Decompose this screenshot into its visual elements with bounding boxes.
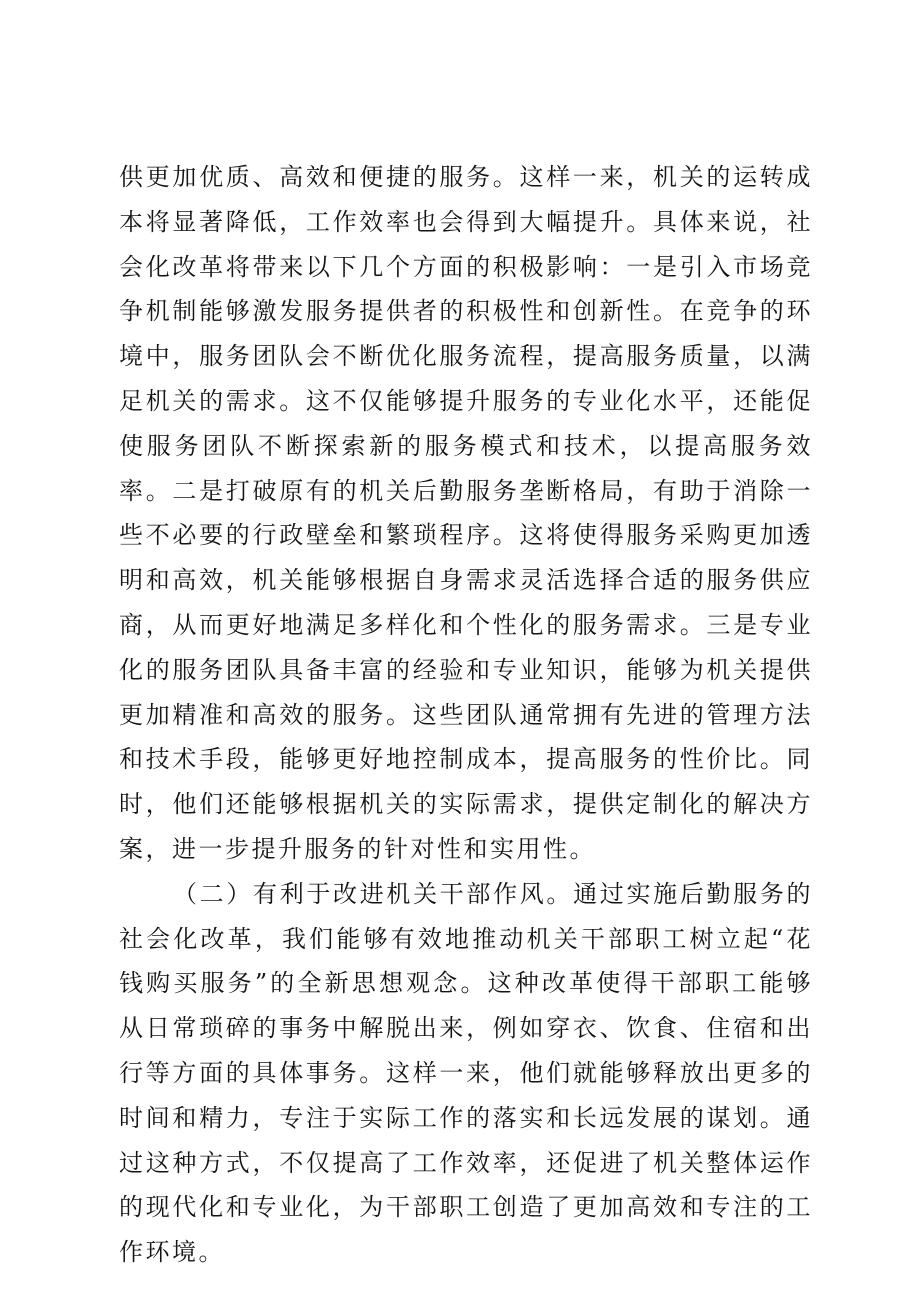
body-paragraph-social-reform-benefits: 供更加优质、高效和便捷的服务。这样一来，机关的运转成本将显著降低，工作效率也会得到大幅提升。具体来说，社会化改革将带来以下几个方面的积极影响：一是引入市场竞争机制能够激发服务提供者的积极性和创新性。在竞争的环境中，服务团队会不断优化服务流程，提高服务质量，以满足机关的需求。这不仅能够提升服务的专业化水平，还能促使服务团队不断探索新的服务模式和技术，以提高服务效率。二是打破原有的机关后勤服务垄断格局，有助于消除一些不必要的行政壁垒和繁琐程序。这将使得服务采购更加透明和高效，机关能够根据自身需求灵活选择合适的服务供应商，从而更好地满足多样化和个性化的服务需求。三是专业化的服务团队具备丰富的经验和专业知识，能够为机关提供更加精准和高效的服务。这些团队通常拥有先进的管理方法和技术手段，能够更好地控制成本，提高服务的性价比。同时，他们还能够根据机关的实际需求，提供定制化的解决方案，进一步提升服务的针对性和实用性。 [119, 163, 813, 863]
body-paragraph-cadre-work-style: （二）有利于改进机关干部作风。通过实施后勤服务的社会化改革，我们能够有效地推动机关干部职工树立起“花钱购买服务”的全新思想观念。这种改革使得干部职工能够从日常琐碎的事务中解脱出来，例如穿衣、饮食、住宿和出行等方面的具体事务。这样一来，他们就能够释放出更多的时间和精力，专注于实际工作的落实和长远发展的谋划。通过这种方式，不仅提高了工作效率，还促进了机关整体运作的现代化和专业化，为干部职工创造了更加高效和专注的工作环境。 [119, 879, 813, 1267]
document-page [119, 155, 813, 1275]
